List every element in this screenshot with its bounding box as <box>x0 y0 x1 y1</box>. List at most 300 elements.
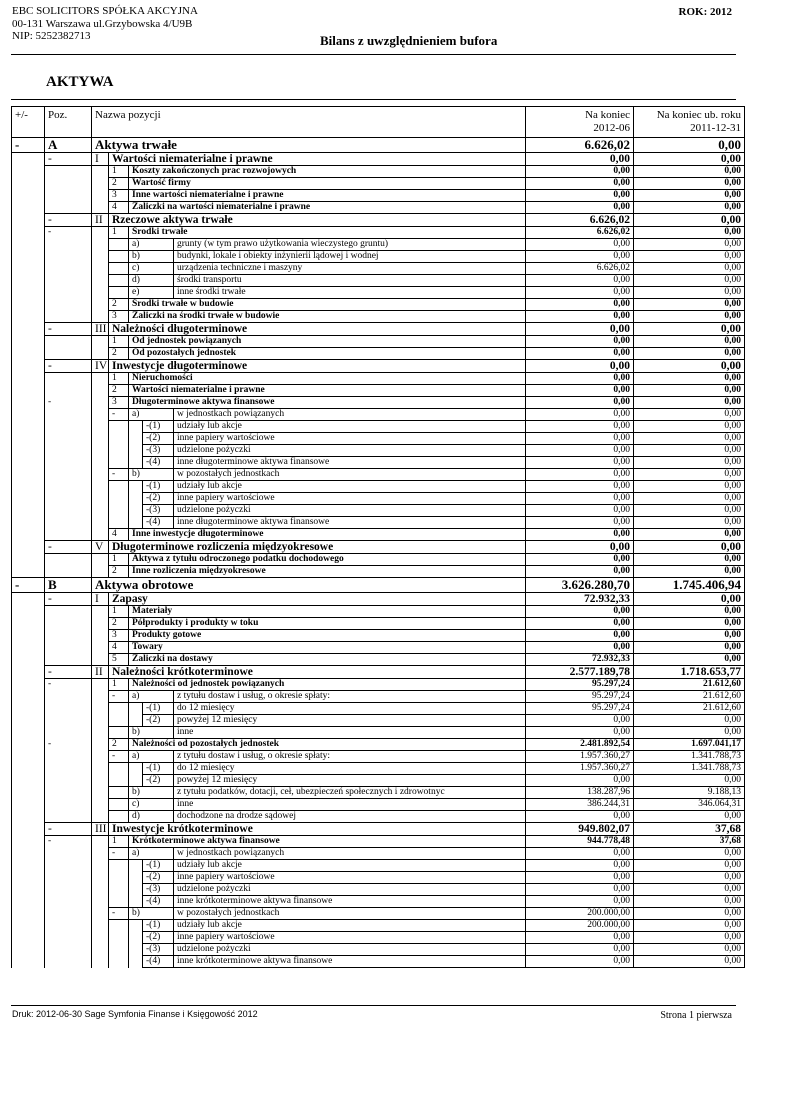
row-indent <box>109 775 129 787</box>
row-value-current: 0,00 <box>526 715 634 727</box>
row-value-previous: 0,00 <box>634 178 745 190</box>
row-value-current: 0,00 <box>526 153 634 166</box>
row-name: Inwestycje długoterminowe <box>109 360 526 373</box>
row-value-previous: 1.341.788,73 <box>634 763 745 775</box>
row-name: Rzeczowe aktywa trwałe <box>109 214 526 227</box>
row-code: -(1) <box>143 481 174 493</box>
row-name: inne długoterminowe aktywa finansowe <box>174 517 526 529</box>
row-sign: - <box>45 227 92 239</box>
table-row <box>12 481 745 493</box>
row-indent <box>92 517 109 529</box>
row-code: b) <box>129 787 174 799</box>
row-indent <box>12 348 45 360</box>
row-name: Materiały <box>129 606 526 618</box>
row-sign: - <box>109 908 129 920</box>
row-indent <box>12 178 45 190</box>
row-value-previous: 0,00 <box>634 566 745 578</box>
row-value-previous: 0,00 <box>634 860 745 872</box>
row-indent <box>12 481 45 493</box>
row-value-previous: 0,00 <box>634 287 745 299</box>
row-indent <box>129 421 143 433</box>
row-indent <box>109 481 129 493</box>
row-code: -(3) <box>143 445 174 457</box>
row-value-current: 386.244,31 <box>526 799 634 811</box>
row-name: inne papiery wartościowe <box>174 872 526 884</box>
row-value-previous: 0,00 <box>634 433 745 445</box>
row-code: -(1) <box>143 860 174 872</box>
row-value-previous: 0,00 <box>634 481 745 493</box>
row-name: Środki trwałe w budowie <box>129 299 526 311</box>
row-value-current: 0,00 <box>526 848 634 860</box>
row-indent <box>45 860 92 872</box>
row-value-current: 0,00 <box>526 618 634 630</box>
row-indent <box>109 860 129 872</box>
row-indent <box>92 421 109 433</box>
table-row <box>12 469 745 481</box>
col-header-current <box>526 107 634 138</box>
row-code: 3 <box>109 190 129 202</box>
row-indent <box>92 775 109 787</box>
row-indent <box>12 385 45 397</box>
row-indent <box>92 190 109 202</box>
table-row <box>12 679 745 691</box>
row-indent <box>45 493 92 505</box>
row-value-previous: 0,00 <box>634 275 745 287</box>
row-indent <box>12 606 45 618</box>
row-value-previous: 0,00 <box>634 541 745 554</box>
row-code: -(2) <box>143 932 174 944</box>
row-sign <box>45 166 92 178</box>
row-name: udzielone pożyczki <box>174 884 526 896</box>
row-indent <box>45 908 92 920</box>
row-code: 1 <box>109 373 129 385</box>
row-indent <box>12 956 45 968</box>
row-sign <box>109 811 129 823</box>
row-indent <box>92 251 109 263</box>
row-indent <box>109 896 129 908</box>
row-indent <box>12 872 45 884</box>
row-sign: - <box>45 679 92 691</box>
table-row <box>12 373 745 385</box>
row-indent <box>92 493 109 505</box>
row-name: Aktywa obrotowe <box>92 578 526 593</box>
row-name: Towary <box>129 642 526 654</box>
row-sign: - <box>45 397 92 409</box>
row-code: -(4) <box>143 896 174 908</box>
row-value-previous: 0,00 <box>634 138 745 153</box>
row-name: z tytułu podatków, dotacji, ceł, ubezpieczeń społecznych i zdrowotnyc <box>174 787 526 799</box>
row-indent <box>12 836 45 848</box>
row-indent <box>12 739 45 751</box>
row-indent <box>109 433 129 445</box>
row-value-current: 0,00 <box>526 529 634 541</box>
row-indent <box>92 263 109 275</box>
row-value-current: 944.778,48 <box>526 836 634 848</box>
row-indent <box>45 421 92 433</box>
table-row <box>12 811 745 823</box>
row-value-current: 0,00 <box>526 433 634 445</box>
row-indent <box>92 385 109 397</box>
row-value-current: 2.481.892,54 <box>526 739 634 751</box>
row-indent <box>92 287 109 299</box>
table-row <box>12 166 745 178</box>
row-name: Należności od pozostałych jednostek <box>129 739 526 751</box>
table-row <box>12 287 745 299</box>
table-row <box>12 239 745 251</box>
row-code: a) <box>129 691 174 703</box>
row-indent <box>109 715 129 727</box>
row-code: a) <box>129 239 174 251</box>
row-value-current: 0,00 <box>526 517 634 529</box>
row-name: Nieruchomości <box>129 373 526 385</box>
table-row <box>12 227 745 239</box>
row-value-previous: 0,00 <box>634 373 745 385</box>
row-indent <box>45 787 92 799</box>
row-indent <box>109 493 129 505</box>
row-indent <box>45 469 92 481</box>
row-value-current: 0,00 <box>526 554 634 566</box>
row-sign: - <box>109 691 129 703</box>
table-row <box>12 642 745 654</box>
row-indent <box>45 848 92 860</box>
table-row <box>12 554 745 566</box>
row-value-current: 0,00 <box>526 166 634 178</box>
row-value-current: 0,00 <box>526 336 634 348</box>
row-value-current: 0,00 <box>526 775 634 787</box>
row-value-previous: 37,68 <box>634 823 745 836</box>
row-indent <box>92 630 109 642</box>
row-value-previous: 0,00 <box>634 360 745 373</box>
row-indent <box>92 348 109 360</box>
row-name: Długoterminowe rozliczenia międzyokresowe <box>109 541 526 554</box>
row-name: Zapasy <box>109 593 526 606</box>
table-row <box>12 409 745 421</box>
row-value-previous: 0,00 <box>634 727 745 739</box>
row-value-current: 95.297,24 <box>526 691 634 703</box>
row-indent <box>45 275 92 287</box>
row-indent <box>12 409 45 421</box>
row-indent <box>92 860 109 872</box>
row-indent <box>12 554 45 566</box>
row-code: -(2) <box>143 493 174 505</box>
row-indent <box>12 811 45 823</box>
row-indent <box>92 932 109 944</box>
row-indent <box>12 848 45 860</box>
row-code: 4 <box>109 529 129 541</box>
row-sign: - <box>45 739 92 751</box>
table-row <box>12 190 745 202</box>
row-value-current: 0,00 <box>526 860 634 872</box>
row-indent <box>109 703 129 715</box>
row-code: e) <box>129 287 174 299</box>
row-value-current: 0,00 <box>526 727 634 739</box>
row-indent <box>129 517 143 529</box>
row-indent <box>45 920 92 932</box>
row-indent <box>12 823 45 836</box>
row-sign <box>45 202 92 214</box>
row-indent <box>92 166 109 178</box>
table-row <box>12 606 745 618</box>
row-value-previous: 21.612,60 <box>634 679 745 691</box>
row-indent <box>45 703 92 715</box>
row-indent <box>92 373 109 385</box>
row-indent <box>92 642 109 654</box>
row-sign <box>45 336 92 348</box>
row-value-current: 0,00 <box>526 397 634 409</box>
table-row <box>12 956 745 968</box>
row-indent <box>45 799 92 811</box>
row-indent <box>45 872 92 884</box>
row-value-current: 0,00 <box>526 566 634 578</box>
row-value-previous: 1.745.406,94 <box>634 578 745 593</box>
row-value-current: 6.626,02 <box>526 214 634 227</box>
row-name: inne długoterminowe aktywa finansowe <box>174 457 526 469</box>
row-indent <box>12 336 45 348</box>
table-row <box>12 566 745 578</box>
row-indent <box>45 239 92 251</box>
row-indent <box>109 956 129 968</box>
row-value-current: 0,00 <box>526 541 634 554</box>
row-indent <box>12 227 45 239</box>
table-row <box>12 202 745 214</box>
document-title: Bilans z uwzględnieniem bufora <box>320 33 498 48</box>
row-value-previous: 0,00 <box>634 385 745 397</box>
row-sign <box>109 239 129 251</box>
row-value-previous: 0,00 <box>634 421 745 433</box>
row-value-previous: 0,00 <box>634 336 745 348</box>
row-value-previous: 0,00 <box>634 251 745 263</box>
row-sign: - <box>45 214 92 227</box>
row-indent <box>45 884 92 896</box>
row-code: -(1) <box>143 421 174 433</box>
row-value-current: 3.626.280,70 <box>526 578 634 593</box>
row-indent <box>92 566 109 578</box>
row-name: Od jednostek powiązanych <box>129 336 526 348</box>
row-indent <box>92 606 109 618</box>
row-indent <box>109 421 129 433</box>
row-value-current: 0,00 <box>526 505 634 517</box>
row-indent <box>92 409 109 421</box>
table-row <box>12 691 745 703</box>
row-code: -(1) <box>143 763 174 775</box>
table-row <box>12 763 745 775</box>
row-name: powyżej 12 miesięcy <box>174 715 526 727</box>
row-indent <box>12 469 45 481</box>
row-name: budynki, lokale i obiekty inżynierii lądowej i wodnej <box>174 251 526 263</box>
row-code: II <box>92 214 109 227</box>
row-indent <box>129 872 143 884</box>
row-value-previous: 1.697.041,17 <box>634 739 745 751</box>
row-code: 2 <box>109 178 129 190</box>
row-indent <box>92 848 109 860</box>
row-code: B <box>45 578 92 593</box>
row-value-current: 95.297,24 <box>526 703 634 715</box>
row-name: Zaliczki na środki trwałe w budowie <box>129 311 526 323</box>
table-row <box>12 457 745 469</box>
table-row <box>12 654 745 666</box>
row-indent <box>12 517 45 529</box>
row-name: udziały lub akcje <box>174 920 526 932</box>
row-code: -(4) <box>143 956 174 968</box>
row-indent <box>12 691 45 703</box>
row-name: Długoterminowe aktywa finansowe <box>129 397 526 409</box>
row-indent <box>45 691 92 703</box>
table-row <box>12 311 745 323</box>
row-name: z tytułu dostaw i usług, o okresie spłaty: <box>174 691 526 703</box>
row-value-current: 0,00 <box>526 944 634 956</box>
row-name: Krótkoterminowe aktywa finansowe <box>129 836 526 848</box>
row-indent <box>45 763 92 775</box>
section-title: AKTYWA <box>46 74 114 90</box>
col-header-sign: +/- <box>12 107 45 138</box>
table-row <box>12 505 745 517</box>
row-value-previous: 0,00 <box>634 715 745 727</box>
row-name: dochodzone na drodze sądowej <box>174 811 526 823</box>
row-indent <box>12 251 45 263</box>
row-value-previous: 0,00 <box>634 299 745 311</box>
table-row <box>12 138 745 153</box>
row-name: urządzenia techniczne i maszyny <box>174 263 526 275</box>
row-indent <box>109 517 129 529</box>
row-sign <box>109 251 129 263</box>
row-indent <box>129 703 143 715</box>
row-indent <box>45 433 92 445</box>
row-value-current: 0,00 <box>526 178 634 190</box>
row-indent <box>109 920 129 932</box>
row-indent <box>92 311 109 323</box>
row-indent <box>12 541 45 554</box>
row-indent <box>12 908 45 920</box>
table-row <box>12 153 745 166</box>
row-indent <box>45 457 92 469</box>
row-value-previous: 0,00 <box>634 908 745 920</box>
row-indent <box>12 860 45 872</box>
row-value-current: 0,00 <box>526 251 634 263</box>
row-value-previous: 0,00 <box>634 811 745 823</box>
company-name: EBC SOLICITORS SPÓŁKA AKCYJNA <box>12 5 198 17</box>
row-value-previous: 346.064,31 <box>634 799 745 811</box>
row-indent <box>129 763 143 775</box>
row-value-previous: 0,00 <box>634 932 745 944</box>
row-indent <box>45 481 92 493</box>
row-indent <box>92 618 109 630</box>
table-row <box>12 739 745 751</box>
row-name: inne krótkoterminowe aktywa finansowe <box>174 956 526 968</box>
row-value-previous: 0,00 <box>634 896 745 908</box>
table-row <box>12 421 745 433</box>
row-indent <box>12 299 45 311</box>
row-code: c) <box>129 799 174 811</box>
row-indent <box>129 896 143 908</box>
table-row <box>12 263 745 275</box>
row-indent <box>92 529 109 541</box>
row-value-current: 0,00 <box>526 360 634 373</box>
table-row <box>12 715 745 727</box>
table-row <box>12 445 745 457</box>
row-code: a) <box>129 751 174 763</box>
row-code: 3 <box>109 311 129 323</box>
row-value-current: 0,00 <box>526 409 634 421</box>
row-value-current: 0,00 <box>526 385 634 397</box>
row-indent <box>92 679 109 691</box>
row-value-previous: 0,00 <box>634 153 745 166</box>
row-value-previous: 0,00 <box>634 775 745 787</box>
company-info <box>12 5 198 43</box>
row-sign <box>45 606 92 618</box>
table-row <box>12 348 745 360</box>
row-value-previous: 0,00 <box>634 469 745 481</box>
row-name: inne krótkoterminowe aktywa finansowe <box>174 896 526 908</box>
row-code: 4 <box>109 642 129 654</box>
row-indent <box>92 787 109 799</box>
row-indent <box>109 763 129 775</box>
row-value-previous: 0,00 <box>634 872 745 884</box>
row-value-previous: 0,00 <box>634 214 745 227</box>
row-indent <box>45 751 92 763</box>
row-value-current: 949.802,07 <box>526 823 634 836</box>
row-name: udziały lub akcje <box>174 481 526 493</box>
row-indent <box>12 618 45 630</box>
row-value-current: 72.932,33 <box>526 654 634 666</box>
row-value-previous: 0,00 <box>634 654 745 666</box>
row-indent <box>12 311 45 323</box>
row-name: Środki trwałe <box>129 227 526 239</box>
row-indent <box>45 715 92 727</box>
row-value-previous: 0,00 <box>634 202 745 214</box>
row-value-current: 138.287,96 <box>526 787 634 799</box>
row-value-previous: 0,00 <box>634 956 745 968</box>
row-indent <box>12 433 45 445</box>
row-value-previous: 21.612,60 <box>634 691 745 703</box>
row-sign: - <box>109 469 129 481</box>
table-row <box>12 666 745 679</box>
row-sign: - <box>45 593 92 606</box>
row-indent <box>12 920 45 932</box>
row-value-previous: 0,00 <box>634 166 745 178</box>
row-sign: - <box>12 578 45 593</box>
row-indent <box>92 397 109 409</box>
row-sign <box>109 287 129 299</box>
row-indent <box>12 727 45 739</box>
row-indent <box>92 445 109 457</box>
row-indent <box>45 445 92 457</box>
row-indent <box>92 202 109 214</box>
row-sign <box>109 263 129 275</box>
row-indent <box>12 566 45 578</box>
row-value-previous: 0,00 <box>634 593 745 606</box>
row-value-previous: 0,00 <box>634 554 745 566</box>
row-code: -(3) <box>143 884 174 896</box>
row-code: IV <box>92 360 109 373</box>
row-code: b) <box>129 251 174 263</box>
row-code: 1 <box>109 227 129 239</box>
row-indent <box>45 811 92 823</box>
row-indent <box>45 932 92 944</box>
row-code: 4 <box>109 202 129 214</box>
table-row <box>12 593 745 606</box>
row-indent <box>12 421 45 433</box>
row-sign <box>45 373 92 385</box>
row-indent <box>129 481 143 493</box>
row-code: 2 <box>109 348 129 360</box>
row-value-previous: 0,00 <box>634 505 745 517</box>
row-code: 2 <box>109 618 129 630</box>
table-row <box>12 787 745 799</box>
row-sign: - <box>45 666 92 679</box>
company-address: 00-131 Warszawa ul.Grzybowska 4/U9B <box>12 17 193 30</box>
row-indent <box>12 896 45 908</box>
row-indent <box>92 703 109 715</box>
